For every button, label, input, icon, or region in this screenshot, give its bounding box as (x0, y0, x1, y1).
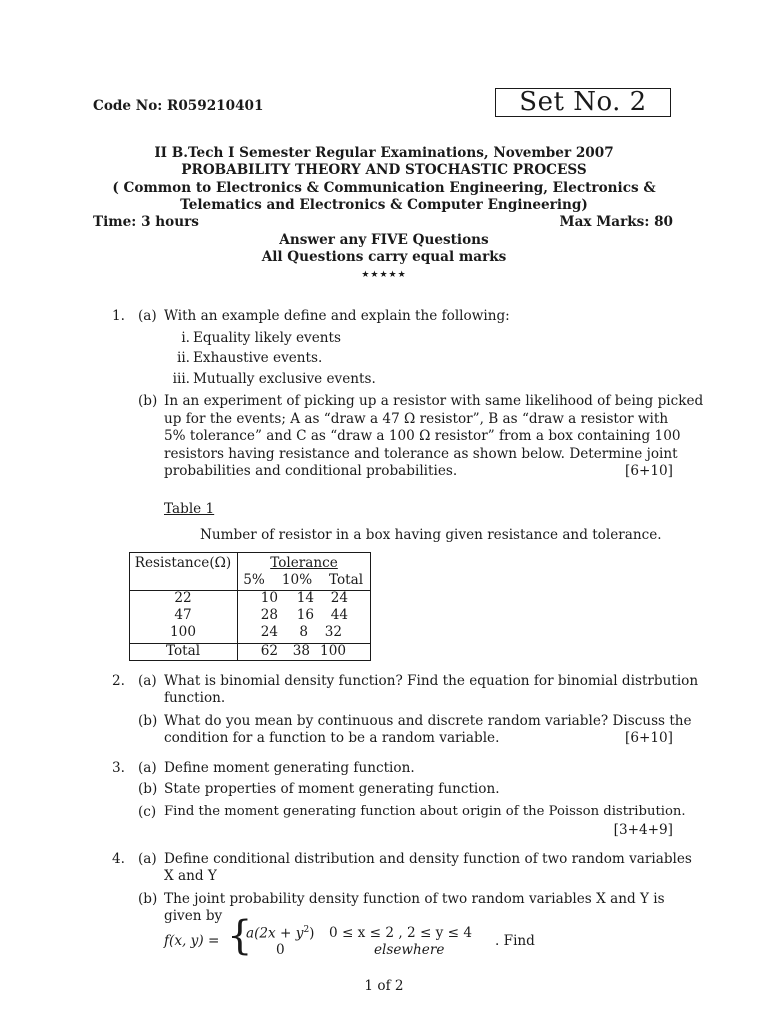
case-1-expression (246, 925, 314, 942)
table-cell: 10 (260, 590, 278, 606)
common-line-1: ( Common to Electronics & Communication Engineering, Electronics & (112, 180, 656, 196)
q4-number: 4. (112, 851, 125, 867)
q3c-text: Find the moment generating function about origin of the Poisson distribution. (164, 804, 686, 819)
q2b-label: (b) (138, 713, 158, 729)
q1b-line: probabilities and conditional probabilities. (164, 463, 458, 479)
subheader: 5% (243, 572, 265, 588)
instruction-2: All Questions carry equal marks (261, 249, 507, 265)
q1-item-label: i. (181, 330, 190, 346)
case-2-expression: 0 (276, 942, 285, 958)
q3a-label: (a) (138, 760, 157, 776)
q3-number: 3. (112, 760, 125, 776)
exam-title: II B.Tech I Semester Regular Examinations, November 2007 (154, 145, 614, 161)
table-cell: 100 (320, 643, 346, 659)
case-2-condition: elsewhere (374, 942, 445, 958)
table-border-top (129, 552, 371, 553)
q4a-line: Define conditional distribution and density function of two random variables (164, 851, 692, 867)
tolerance-label: Tolerance (270, 555, 338, 571)
table-cell: 28 (260, 607, 278, 623)
table-cell: 32 (324, 624, 342, 640)
q1a-text: With an example define and explain the following: (164, 308, 510, 324)
q1b-line: 5% tolerance” and C as “draw a 100 Ω resistor” from a box containing 100 (164, 428, 681, 444)
q4a-label: (a) (138, 851, 157, 867)
q1-item-text: Mutually exclusive events. (193, 371, 376, 387)
code-number: Code No: R059210401 (93, 98, 264, 114)
q1-number: 1. (112, 308, 125, 324)
q2b-line: What do you mean by continuous and discrete random variable? Discuss the (164, 713, 692, 729)
q2a-label: (a) (138, 673, 157, 689)
q4b-line: The joint probability density function of two random variables X and Y is (164, 891, 665, 907)
q3b-text: State properties of moment generating function. (164, 781, 500, 797)
max-marks-label: Max Marks: 80 (559, 214, 673, 230)
column-header-resistance: Resistance(Ω) (134, 555, 232, 571)
case-1-exponent: 2 (303, 925, 310, 935)
page-number: 1 of 2 (364, 978, 404, 994)
q2a-line: What is binomial density function? Find the equation for binomial distrbution (164, 673, 699, 689)
set-number-box: Set No. 2 (495, 88, 671, 117)
q1-item-text: Equality likely events (193, 330, 341, 346)
q4b-label: (b) (138, 891, 158, 907)
q1b-line: In an experiment of picking up a resistor with same likelihood of being picked (164, 393, 704, 409)
instruction-1: Answer any FIVE Questions (279, 232, 489, 248)
q2b-line: condition for a function to be a random variable. (164, 730, 500, 746)
q3-marks: [3+4+9] (613, 822, 673, 838)
q1b-line: resistors having resistance and tolerance as shown below. Determine joint (164, 446, 678, 462)
table-cell-resistance: 100 (170, 624, 196, 640)
table-cell-resistance: Total (165, 643, 201, 659)
q2-marks: [6+10] (625, 730, 673, 746)
table-border-right (370, 552, 371, 661)
table-cell: 44 (330, 607, 348, 623)
stars-divider: ★★★★★ (361, 270, 407, 280)
q2a-line: function. (164, 690, 226, 706)
q4a-line: X and Y (164, 868, 217, 884)
left-brace-symbol: { (227, 913, 253, 959)
q1-item-label: ii. (176, 350, 190, 366)
table-cell-resistance: 47 (174, 607, 192, 623)
q2-number: 2. (112, 673, 125, 689)
table-cell: 38 (292, 643, 310, 659)
subject-title: PROBABILITY THEORY AND STOCHASTIC PROCESS (181, 162, 587, 178)
common-line-2: Telematics and Electronics & Computer Engineering) (180, 197, 588, 213)
q4b-line: given by (164, 908, 223, 924)
case-1-close-paren: ) (309, 925, 315, 942)
q1a-label: (a) (138, 308, 157, 324)
table-caption: Table 1 (164, 501, 215, 517)
subheader: 10% (281, 572, 313, 588)
q1-item-label: iii. (172, 371, 190, 387)
table-cell: 8 (299, 624, 308, 640)
time-label: Time: 3 hours (93, 214, 199, 230)
table-cell: 24 (330, 590, 348, 606)
table-description: Number of resistor in a box having given resistance and tolerance. (200, 527, 662, 543)
table-border-bottom (129, 660, 371, 661)
table-cell: 16 (296, 607, 314, 623)
find-text: . Find (495, 933, 535, 949)
subheader: Total (328, 572, 364, 588)
q3c-label: (c) (138, 804, 157, 820)
q1-marks: [6+10] (625, 463, 673, 479)
q1b-label: (b) (138, 393, 158, 409)
fxy-label: f(x, y) = (164, 933, 220, 949)
case-1-condition: 0 ≤ x ≤ 2 , 2 ≤ y ≤ 4 (329, 925, 473, 941)
table-cell: 62 (260, 643, 278, 659)
q1-item-text: Exhaustive events. (193, 350, 323, 366)
q1b-line: up for the events; A as “draw a 47 Ω resistor”, B as “draw a resistor with (164, 411, 669, 427)
table-cell: 24 (260, 624, 278, 640)
column-header-tolerance (238, 555, 370, 571)
q3a-text: Define moment generating function. (164, 760, 415, 776)
table-cell-resistance: 22 (174, 590, 192, 606)
table-cell: 14 (296, 590, 314, 606)
case-1-expr-text: a(2x + y (246, 925, 304, 942)
q3b-label: (b) (138, 781, 158, 797)
